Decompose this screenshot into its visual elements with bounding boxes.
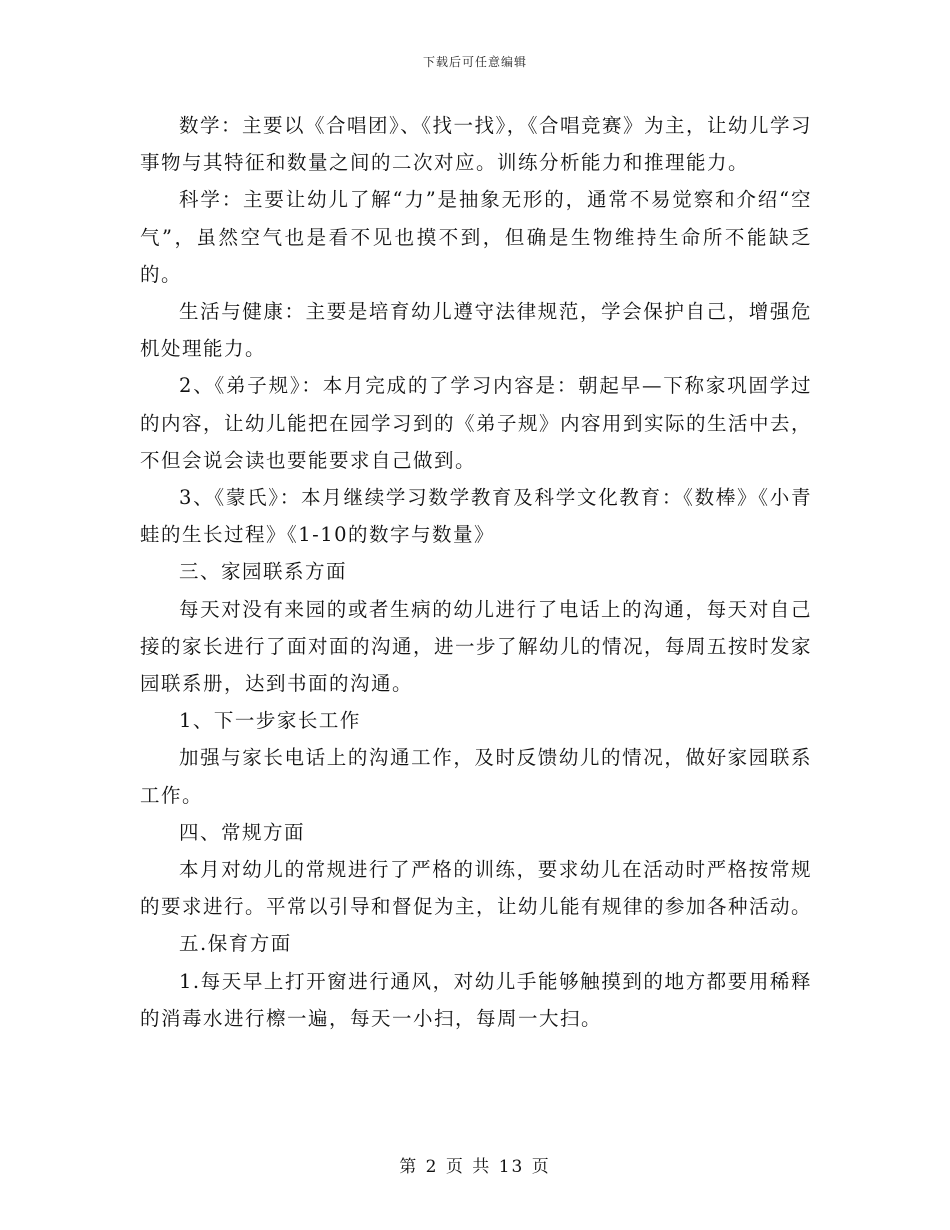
section-heading-home-school: 三、家园联系方面	[179, 560, 348, 584]
paragraph-routine: 本月对幼儿的常规进行了严格的训练，要求幼儿在活动时严格按常规的要求进行。平常以引导和督促为主，让幼儿能有规律的参加各种活动。	[140, 858, 813, 919]
paragraph-montessori: 3、《蒙氏》：本月继续学习数学教育及科学文化教育：《数棒》《小青蛙的生长过程》《1-10的数字与数量》	[140, 486, 812, 547]
header-note: 下载后可任意编辑	[422, 55, 527, 69]
page-number-footer: 第 2 页 共 13 页	[399, 1157, 551, 1177]
paragraph-next-parent-work: 加强与家长电话上的沟通工作，及时反馈幼儿的情况，做好家园联系工作。	[140, 746, 812, 807]
paragraph-math: 数学：主要以《合唱团》、《找一找》，《合唱竞赛》为主，让幼儿学习事物与其特征和数量之间的二次对应。训练分析能力和推理能力。	[140, 114, 813, 175]
paragraph-care-1: 1.每天早上打开窗进行通风，对幼儿手能够触摸到的地方都要用稀释的消毒水进行檫一遍，每天一小扫，每周一大扫。	[140, 969, 812, 1030]
section-heading-care: 五.保育方面	[179, 932, 292, 956]
paragraph-life-health: 生活与健康：主要是培育幼儿遵守法律规范，学会保护自己，增强危机处理能力。	[140, 300, 812, 361]
paragraph-science: 科学：主要让幼儿了解“力”是抽象无形的，通常不易觉察和介绍“空气”，虽然空气也是看不见也摸不到，但确是生物维持生命所不能缺乏的。	[140, 188, 812, 286]
section-heading-routine: 四、常规方面	[179, 820, 306, 844]
paragraph-home-school: 每天对没有来园的或者生病的幼儿进行了电话上的沟通，每天对自己接的家长进行了面对面的沟通，进一步了解幼儿的情况，每周五按时发家园联系册，达到书面的沟通。	[140, 597, 813, 696]
subheading-next-parent-work: 1、下一步家长工作	[179, 709, 361, 733]
document-body	[140, 107, 812, 1037]
paragraph-dizigui: 2、《弟子规》：本月完成的了学习内容是：朝起早—下称家巩固学过的内容，让幼儿能把在园学习到的《弟子规》内容用到实际的生活中去，不但会说会读也要能要求自己做到。	[140, 374, 813, 472]
